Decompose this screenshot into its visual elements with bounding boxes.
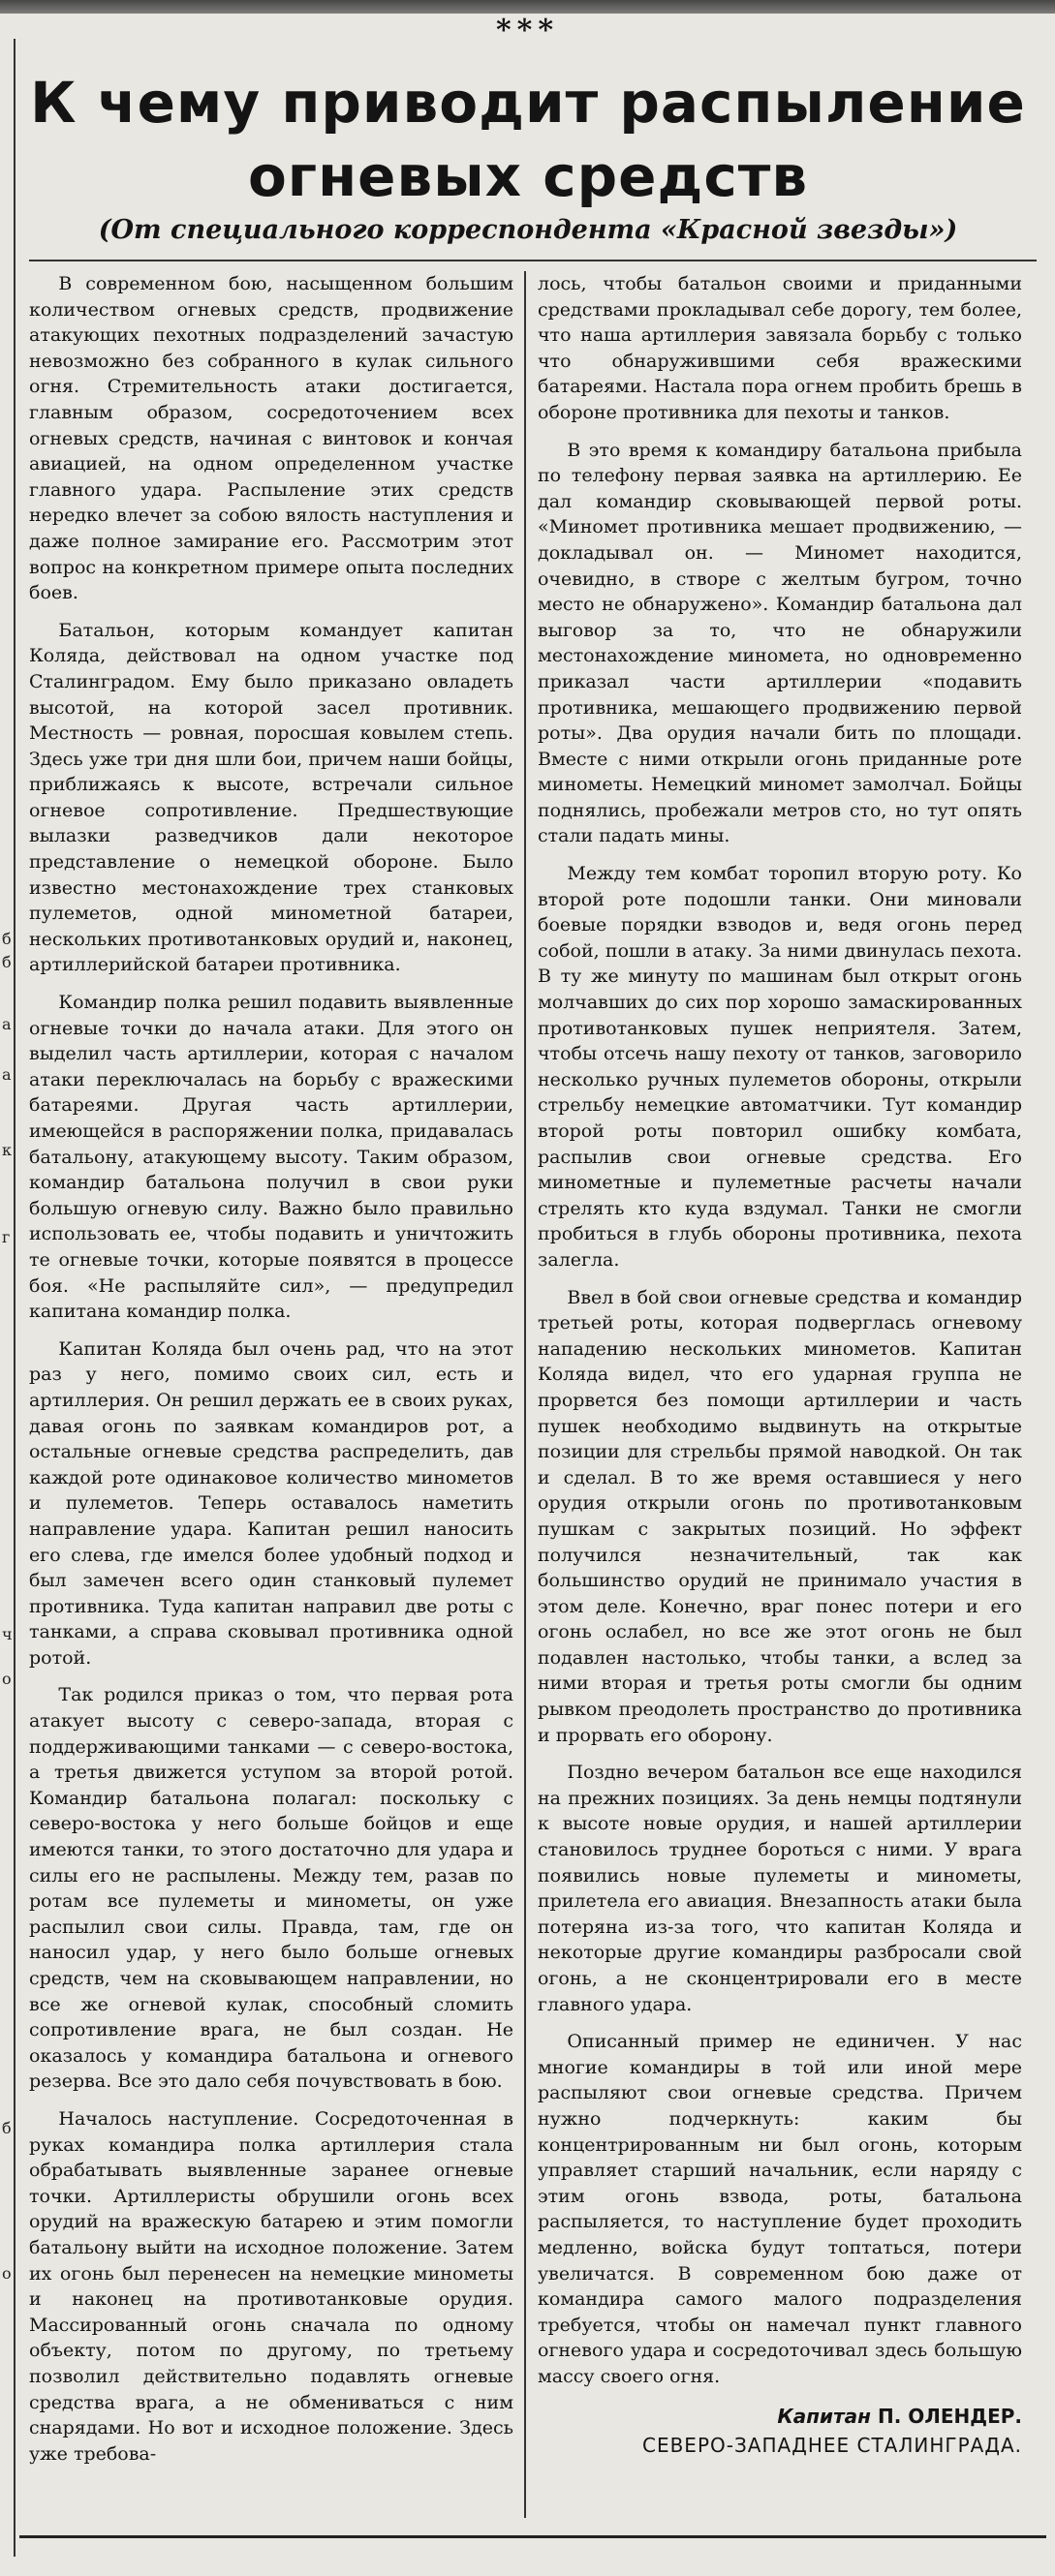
paragraph: Так родился приказ о том, что первая рота атакует высоту с северо-запада, вторая с поддерживающими танками — с северо-востока, а третья движется уступом за второй ротой. Командир батальона полагал: поскольку с северо-востока у него больше бойцов и еще имеются танки, то этого достаточно для удара и силы его не распылены. Между тем, разав по ротам все пулеметы и минометы, он уже распылил свои силы. Правда, там, где он наносил удар, у него было больше огневых средств, чем на сковывающем направлении, но все же огневой кулак, способный сломить сопротивление врага, не был создан. Не оказалось у командира батальона и огневого резерва. Все это дало себя почувствовать в бою. (29, 1684, 513, 2093)
edge-fragment: б (2, 930, 12, 948)
edge-fragment: б (2, 2119, 12, 2137)
edge-fragment: а (2, 1065, 12, 1084)
paragraph: В это время к командиру батальона прибыла по телефону первая заявка на артиллерию. Ее дал командир сковывающей первой роты. «Миномет противника мешает продвижению, — докладывал он. — Миномет находится, очевидно, в створе с желтым бугром, точно место не обнаружено». Командир батальона дал выговор за то, что не обнаружили местонахождение миномета, но одновременно приказал части артиллерии «подавить противника, мешающего продвижению первой роты». Два орудия начали бить по площади. Вместе с ними открыли огонь приданные роте минометы. Немецкий миномет замолчал. Бойцы поднялись, пробежали метров сто, но тут опять стали падать мины. (538, 439, 1022, 847)
edge-fragment: г (2, 1228, 11, 1246)
adjacent-column-edge (0, 39, 16, 2557)
cropped-top-strip (0, 0, 1055, 14)
paragraph: Капитан Коляда был очень рад, что на этот раз у него, помимо своих сил, есть и артиллерия. Он решил держать ее в своих руках, давая огонь по заявкам командиров рот, а остальные огневые средства распределить, дав каждой роте одинаковое количество минометов и пулеметов. Теперь оставалось наметить направление удара. Капитан решил наносить его слева, где имелся более удобный подход и был замечен всего один станковый пулемет противника. Туда капитан направил две роты с танками, а справа сковывал противника одной ротой. (29, 1337, 513, 1669)
edge-fragment: б (2, 953, 12, 971)
paragraph: Командир полка решил подавить выявленные огневые точки до начала атаки. Для этого он выделил часть артиллерии, которая с началом атаки переключалась на борьбу с вражескими батареями. Другая часть артиллерии, имеющейся в распоряжении полка, придавалась батальону, атакующему высоту. Таким образом, командир батальона получил в свои руки большую огневую силу. Важно было правильно использовать ее, чтобы подавить и уничтожить те огневые точки, которые появятся в процессе боя. «Не распыляйте сил», — предупредил капитана командир полка. (29, 992, 513, 1323)
paragraph: Ввел в бой свои огневые средства и командир третьей роты, которая подверглась огневому нападению нескольких минометов. Капитан Коляда видел, что его ударная группа не прорвется без помощи артиллерии и часть пушек необходимо выдвинуть на открытые позиции для стрельбы прямой наводкой. Он так и сделал. В то же время оставшиеся у него орудия открыли огонь по противотанковым пушкам с закрытых позиций. Но эффект получился незначительный, так как большинство орудий не принимало участия в этом деле. Конечно, враг понес потери и его огонь ослабел, но все же этот огонь не был подавлен настолько, чтобы танки, а вслед за ними вторая и третья роты смогли бы одним рывком преодолеть пространство до противника и прорвать его оборону. (538, 1286, 1022, 1746)
paragraph: Батальон, которым командует капитан Коляда, действовал на одном участке под Сталинградом. Ему было приказано овладеть высотой, на которой засел противник. Местность — ровная, поросшая ковылем степь. Здесь уже три дня шли бои, причем наши бойцы, приближаясь к высоте, встречали сильное огневое сопротивление. Предшествующие вылазки разведчиков дали некоторое представление о немецкой обороне. Было известно местонахождение трех станковых пулеметов, одной минометной батареи, нескольких противотанковых орудий и, наконец, артиллерийской батареи противника. (29, 619, 513, 976)
edge-fragment: ч (2, 1625, 13, 1643)
article-column-right (538, 271, 1022, 2518)
header-rule (29, 260, 1037, 261)
paragraph: лось, чтобы батальон своими и приданными средствами прокладывал себе дорогу, тем более, что наша артиллерия завязала борьбу с только что обнаружившими себя вражескими батареями. Настала пора огнем пробить брешь в обороне противника для пехоты и танков. (538, 273, 1022, 423)
ornament: *** (495, 14, 560, 47)
column-divider (524, 271, 526, 2518)
dateline: СЕВЕРО-ЗАПАДНЕЕ СТАЛИНГРАДА. (641, 2433, 1022, 2457)
edge-fragment: а (2, 1015, 12, 1033)
paragraph: В современном бою, насыщенном большим количеством огневых средств, продвижение атакующих пехотных подразделений зачастую невозможно без собранного в кулак сильного огня. Стремительность атаки достигается, главным образом, сосредоточением всех огневых средств, начиная с винтовок и кончая авиацией, на одном определенном участке главного удара. Распыление этих средств нередко влечет за собою вялость наступления и даже полное замирание его. Рассмотрим этот вопрос на конкретном примере опыта последних боев. (29, 273, 513, 604)
paragraph: Началось наступление. Сосредоточенная в руках командира полка артиллерия стала обрабатывать выявленные заранее огневые точки. Артиллеристы обрушили огонь всех орудий на вражескую батарею и этим помогли батальону выйти на исходное положение. Затем их огонь был перенесен на немецкие минометы и наконец на противотанковые орудия. Массированный огонь сначала по одному объекту, потом по другому, по третьему позволил действительно подавлять огневые средства врага, а не обмениваться с ним снарядами. Но вот и исходное положение. Здесь уже требова- (29, 2107, 513, 2465)
author-name: П. ОЛЕНДЕР. (877, 2404, 1022, 2428)
edge-fragment: к (2, 1141, 12, 1159)
paragraph: Описанный пример не единичен. У нас многие командиры в той или иной мере распыляют свои огневые средства. Причем нужно подчеркнуть: каким бы концентрированным ни был огонь, которым управляет старший начальник, если наряду с этим огонь взвода, роты, батальона распыляется, то наступление будет проходить медленно, войска будут топтаться, потери увеличатся. В современном бою даже от командира самого малого подразделения требуется, чтобы он намечал пункт главного огневого удара и сосредоточивал здесь большую массу своего огня. (538, 2031, 1022, 2387)
bottom-rule (19, 2535, 1046, 2538)
article-headline: К чему приводит распыление огневых средств (30, 70, 1026, 209)
edge-fragment: о (2, 1670, 12, 1688)
paragraph: Поздно вечером батальон все еще находился на прежних позициях. За день немцы подтянули к высоте новые орудия, и нашей артиллерии становилось труднее бороться с ними. У врага появились новые пулеметы и минометы, прилетела его авиация. Внезапность атаки была потеряна из-за того, что капитан Коляда и некоторые другие командиры разбросали свой огонь, а не сконцентрировали его в месте главного удара. (538, 1762, 1022, 2015)
paragraph: Между тем комбат торопил вторую роту. Ко второй роте подошли танки. Они миновали боевые порядки взводов и, ведя огонь перед собой, пошли в атаку. За ними двинулась пехота. В ту же минуту по машинам был открыт огонь молчавших до сих пор хорошо замаскированных противотанковых пушек неприятеля. Затем, чтобы отсечь нашу пехоту от танков, заговорило несколько ручных пулеметов обороны, открыли стрельбу немецкие автоматчики. Тут командир второй роты повторил ошибку комбата, распылив свои огневые средства. Его минометные и пулеметные расчеты начали стрелять кто куда вздумал. Танки не смогли пробиться в глубь обороны противника, пехота залегла. (538, 863, 1022, 1271)
edge-fragment: о (2, 2264, 12, 2283)
author-signature (538, 2402, 1022, 2431)
author-rank: Капитан (777, 2404, 871, 2428)
article-column-left (29, 271, 513, 2518)
article-byline: (От специального корреспондента «Красной звезды») (98, 215, 958, 245)
